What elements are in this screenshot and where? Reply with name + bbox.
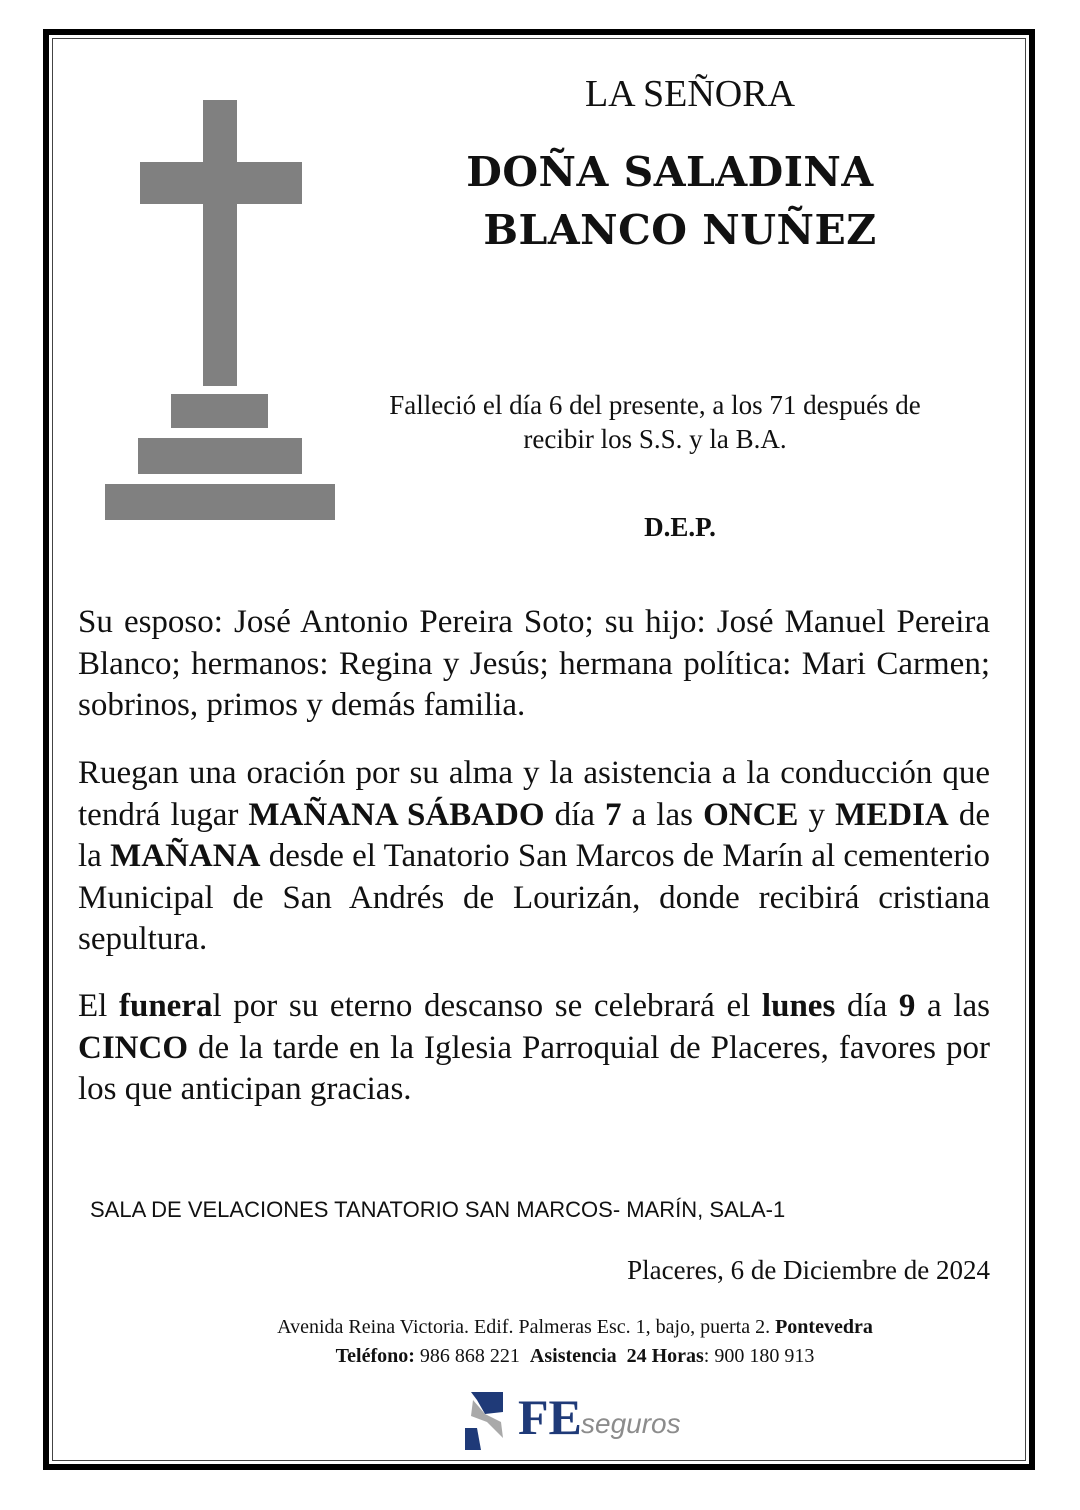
death-notice-line: recibir los S.S. y la B.A.	[523, 424, 787, 454]
paragraph-text: día	[544, 796, 605, 833]
paragraph-text: l por su eterno descanso se celebrará el	[212, 988, 762, 1024]
logo-mark-icon	[463, 1392, 513, 1450]
dep: D.E.P.	[644, 512, 716, 542]
heading: LA SEÑORA	[584, 73, 796, 115]
death-notice-line: Falleció el día 6 del presente, a los 71 después de	[389, 390, 921, 420]
address-block	[150, 1313, 1000, 1371]
paragraph-text: a las	[621, 796, 704, 833]
paragraph-text: Su esposo: José Antonio Pereira Soto; su hijo: José Manuel Pereira Blanco; hermanos: Regina y Jesús; hermana política: Mari Carmen; sobrinos, primos y demás familia.	[78, 604, 990, 723]
emphasis-text: MEDIA	[835, 796, 949, 833]
fe-seguros-logo	[463, 1389, 703, 1450]
assist-phone: : 900 180 913	[703, 1345, 815, 1367]
phone: 986 868 221	[414, 1345, 530, 1367]
wake-room: SALA DE VELACIONES TANATORIO SAN MARCOS- MARÍN, SALA-1	[90, 1197, 786, 1222]
emphasis-text: CINCO	[78, 1029, 189, 1066]
emphasis-text: 9	[898, 988, 916, 1024]
emphasis-text: funera	[118, 988, 213, 1024]
paragraph-text: de la tarde en la Iglesia Parroquial de Placeres, favores por los que anticipan gracias.	[78, 1029, 990, 1107]
emphasis-text: MAÑANA SÁBADO	[248, 796, 545, 833]
emphasis-text: lunes	[761, 988, 836, 1024]
paragraph-text: desde el Tanatorio San Marcos de Marín al cementerio Municipal de San Andrés de Lourizán, donde recibirá cristiana sepultura.	[78, 838, 990, 957]
logo-brand: FE	[518, 1389, 582, 1445]
family-paragraph	[78, 602, 990, 727]
name-line-1: DOÑA SALADINA	[466, 148, 874, 196]
address: Avenida Reina Victoria. Edif. Palmeras Esc. 1, bajo, puerta 2.	[277, 1316, 776, 1338]
death-notice	[320, 388, 990, 456]
paragraph-text: y	[798, 796, 836, 833]
address-city: Pontevedra	[775, 1316, 873, 1338]
paragraph-text: El	[78, 988, 119, 1024]
paragraph-text: a las	[915, 988, 991, 1024]
emphasis-text: ONCE	[703, 796, 799, 833]
name-line-2: BLANCO NUÑEZ	[483, 206, 877, 254]
phone-label: Teléfono:	[335, 1345, 415, 1367]
paragraph-text: día	[835, 988, 899, 1024]
funeral-paragraph	[78, 986, 990, 1111]
emphasis-text: 7	[605, 796, 622, 833]
emphasis-text: MAÑANA	[110, 838, 261, 874]
paragraph-text: de la	[78, 796, 990, 874]
ceremony-paragraph	[78, 753, 990, 961]
place-date: Placeres, 6 de Diciembre de 2024	[627, 1255, 990, 1285]
paragraph-text: Ruegan una oración por su alma y la asistencia a la conducción que tendrá lugar	[78, 755, 990, 833]
assist-label: Asistencia 24 Horas	[529, 1345, 704, 1367]
logo-sub: seguros	[581, 1408, 681, 1439]
